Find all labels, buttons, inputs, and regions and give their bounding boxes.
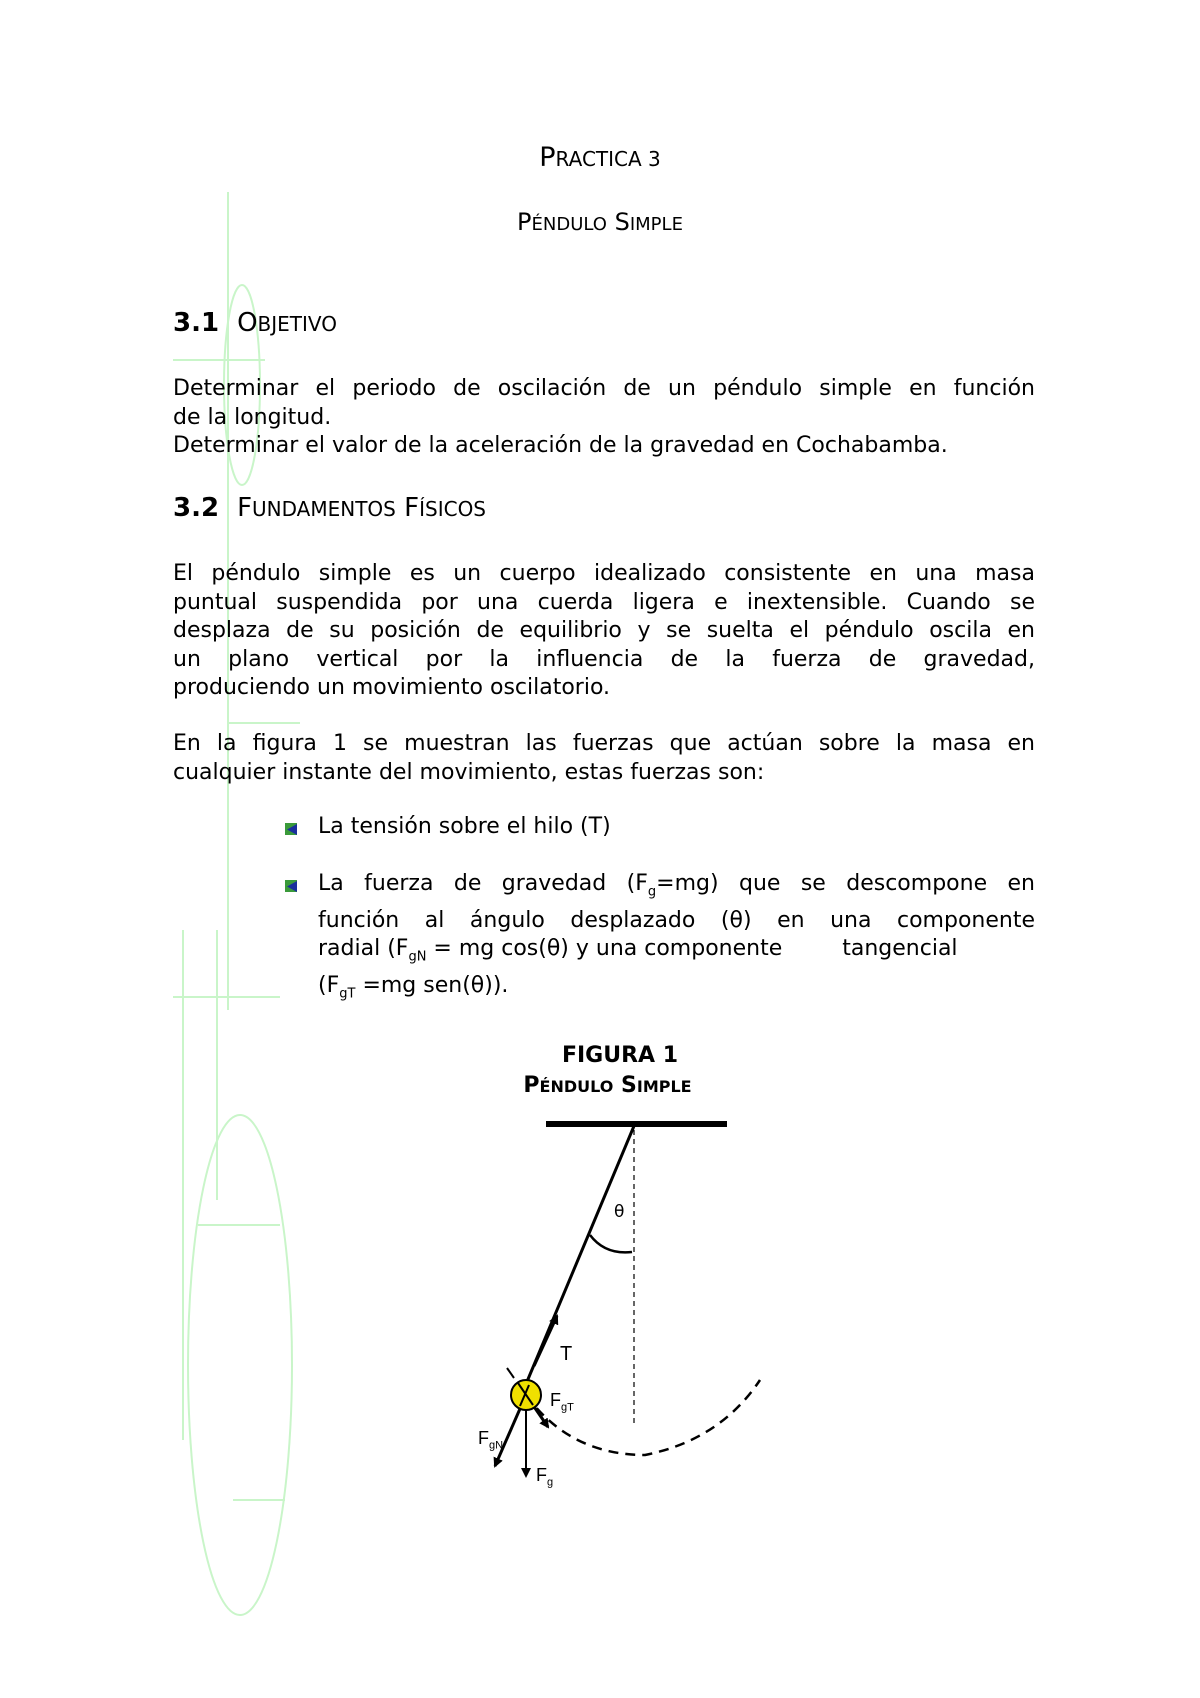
tension-arrow — [534, 1316, 557, 1366]
fundamentals-paragraph: El péndulo simple es un cuerpo idealizado consistente en una masa puntual suspendida por una cuerda ligera e inextensible. Cuando se desplaza de su posición de equilibrio y se suelta el péndulo oscila en un plano vertical por la influencia de la fuerza de gravedad, produciendo un movimiento oscilatorio. — [173, 561, 1035, 700]
section-heading-fundamentos: 3.2 FUNDAMENTOS FÍSICOS — [173, 493, 487, 523]
bullet-tension: La tensión sobre el hilo (T) — [318, 814, 611, 839]
fg-label: $F_g$ — [536, 1465, 554, 1489]
page-title: PRACTICA 3 — [539, 142, 661, 173]
tension-label: T — [560, 1343, 573, 1365]
section-heading-objetivo: 3.1 OBJETIVO — [173, 308, 337, 338]
bullet-gravity: La fuerza de gravedad $(F_g=mg)$ que se descompone en función al ángulo desplazado (θ) en una componente radial ($F_{gN}$ = mg cos(θ) y una componente tangencial ($F_{gT} =mg$ sen(θ)). — [318, 871, 1035, 1002]
page-subtitle: PÉNDULO SIMPLE — [517, 208, 683, 236]
fgn-label: $F_{gN}$ — [478, 1428, 504, 1452]
theta-label: θ — [614, 1202, 625, 1222]
objective-paragraph: Determinar el periodo de oscilación de un péndulo simple en función de la longitud. Determinar el valor de la aceleración de la gravedad en Cochabamba. — [173, 376, 1035, 458]
figure-label: FIGURA 1 — [561, 1043, 679, 1068]
figure-caption: PÉNDULO SIMPLE — [523, 1073, 692, 1098]
figure-intro-paragraph: En la figura 1 se muestran las fuerzas que actúan sobre la masa en cualquier instante del movimiento, estas fuerzas son: — [173, 731, 1035, 785]
angle-arc — [590, 1235, 632, 1252]
fgt-label: $F_{gT}$ — [550, 1390, 574, 1414]
